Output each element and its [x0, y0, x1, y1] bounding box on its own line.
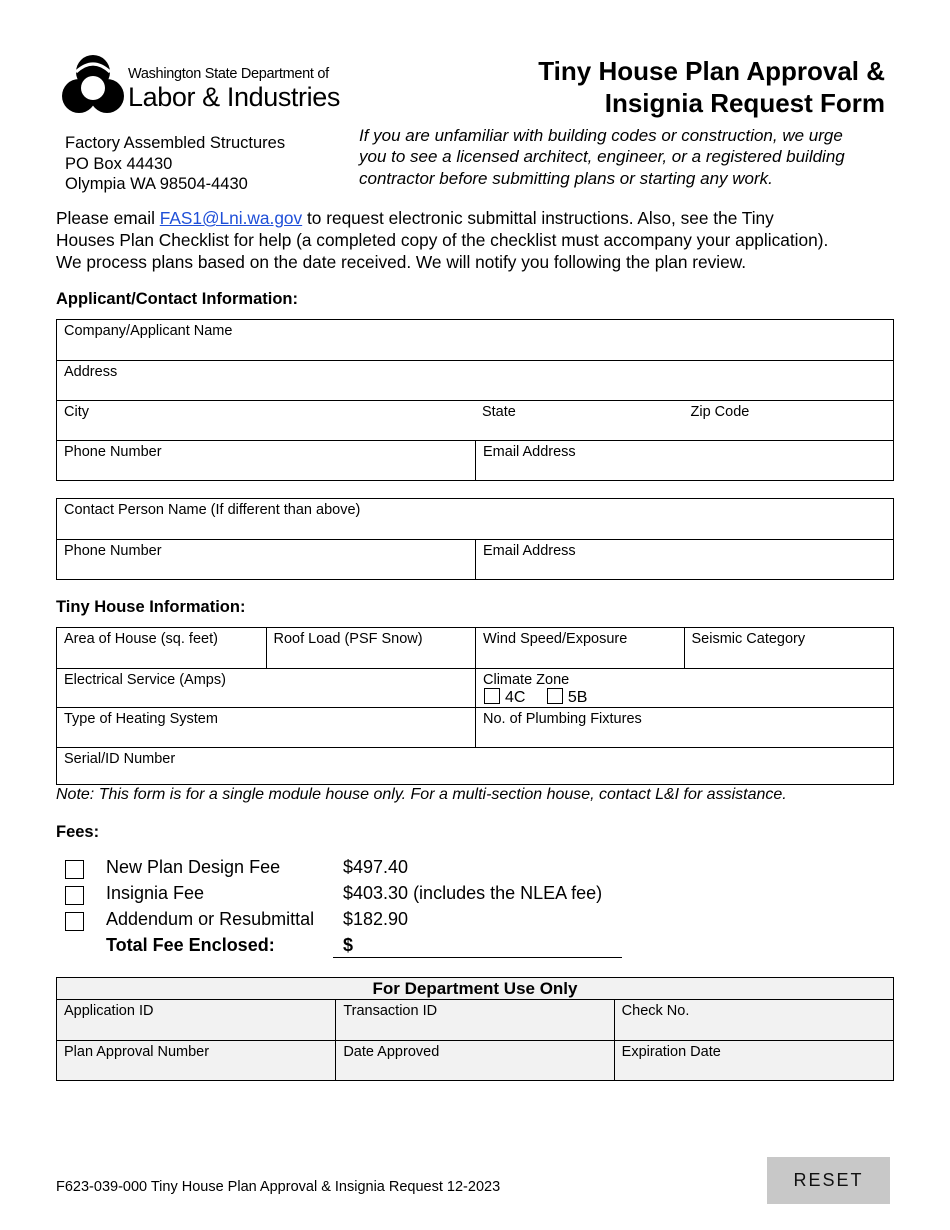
- wind-speed-label: Wind Speed/Exposure: [483, 631, 628, 647]
- seismic-cell: [684, 628, 894, 668]
- seismic-field[interactable]: [692, 651, 888, 666]
- heating-label: Type of Heating System: [64, 711, 218, 727]
- contact-name-cell: [57, 499, 893, 539]
- form-title-line1: Tiny House Plan Approval &: [538, 56, 885, 86]
- company-name-label: Company/Applicant Name: [64, 323, 233, 339]
- serial-cell: [57, 748, 893, 784]
- email-field[interactable]: [483, 463, 887, 478]
- mailing-address-line2: PO Box 44430: [65, 155, 173, 173]
- electrical-label: Electrical Service (Amps): [64, 672, 226, 688]
- climate-5b-label: 5B: [567, 689, 588, 706]
- seismic-label: Seismic Category: [691, 631, 806, 647]
- contact-name-field[interactable]: [64, 522, 887, 537]
- zip-label: Zip Code: [690, 404, 750, 420]
- phone-label: Phone Number: [64, 444, 162, 460]
- wind-speed-cell: [475, 628, 684, 668]
- climate-4c-option[interactable]: [484, 688, 525, 707]
- serial-label: Serial/ID Number: [64, 751, 176, 767]
- transaction-id-label: Transaction ID: [343, 1003, 438, 1019]
- plan-approval-label: Plan Approval Number: [64, 1044, 210, 1060]
- email-label: Email Address: [483, 444, 576, 460]
- expiration-date-cell: [614, 1041, 893, 1080]
- intro-line1: [56, 208, 774, 229]
- mailing-address-line3: Olympia WA 98504-4430: [65, 175, 248, 193]
- date-approved-cell: [335, 1041, 613, 1080]
- wind-speed-field[interactable]: [483, 651, 678, 666]
- state-field[interactable]: [482, 423, 678, 438]
- total-fee-underline: [333, 957, 622, 958]
- climate-5b-option[interactable]: [547, 688, 588, 707]
- total-fee-field[interactable]: [352, 936, 618, 956]
- logo-text-agency: Labor & Industries: [128, 82, 340, 112]
- fee-amount: $182.90: [343, 909, 409, 929]
- climate-zone-label: Climate Zone: [483, 672, 570, 688]
- contact-name-label: Contact Person Name (If different than above): [64, 502, 361, 518]
- area-label: Area of House (sq. feet): [64, 631, 218, 647]
- form-footer-id: F623-039-000 Tiny House Plan Approval & Insignia Request 12-2023: [56, 1179, 501, 1195]
- reset-button[interactable]: RESET: [767, 1157, 890, 1204]
- fee-amount: $497.40: [343, 857, 409, 877]
- lni-logo: [62, 52, 340, 120]
- email-link[interactable]: FAS1@Lni.wa.gov: [159, 208, 303, 228]
- company-name-field[interactable]: [64, 343, 887, 358]
- applicant-grid: [56, 319, 894, 481]
- company-name-cell: [57, 320, 893, 360]
- fee-insignia-checkbox[interactable]: [65, 886, 84, 905]
- phone-field[interactable]: [64, 463, 469, 478]
- area-field[interactable]: [64, 651, 260, 666]
- check-no-label: Check No.: [621, 1003, 690, 1019]
- electrical-field[interactable]: [64, 690, 469, 705]
- serial-field[interactable]: [64, 767, 887, 782]
- city-cell: [57, 401, 475, 440]
- fee-amount: $403.30 (includes the NLEA fee): [343, 883, 603, 903]
- fee-new-plan-checkbox[interactable]: [65, 860, 84, 879]
- contact-grid: [56, 498, 894, 580]
- climate-zone-options: [484, 688, 604, 707]
- roof-load-label: Roof Load (PSF Snow): [273, 631, 423, 647]
- logo-text-dept: Washington State Department of: [128, 66, 329, 82]
- application-id-label: Application ID: [64, 1003, 154, 1019]
- intro-text: Please email: [56, 208, 160, 228]
- check-no-cell: [614, 1000, 893, 1040]
- fee-label: New Plan Design Fee: [106, 857, 281, 877]
- climate-zone-cell: [475, 669, 893, 707]
- contact-email-cell: [475, 540, 893, 579]
- expiration-date-label: Expiration Date: [621, 1044, 721, 1060]
- warning-line3: contractor before submitting plans or starting any work.: [359, 169, 773, 188]
- heating-cell: [57, 708, 475, 747]
- applicant-heading: Applicant/Contact Information:: [56, 290, 298, 308]
- house-grid: [56, 627, 894, 785]
- contact-email-label: Email Address: [483, 543, 576, 559]
- climate-4c-checkbox[interactable]: [484, 688, 500, 704]
- intro-line3: We process plans based on the date received. We will notify you following the plan review.: [56, 252, 747, 272]
- state-label: State: [481, 404, 516, 420]
- total-fee-label: Total Fee Enclosed:: [106, 935, 275, 955]
- contact-phone-field[interactable]: [64, 562, 469, 577]
- module-note: Note: This form is for a single module house only. For a multi-section house, contact L&I for assistance.: [56, 786, 787, 803]
- city-field[interactable]: [64, 423, 469, 438]
- mailing-address-line1: Factory Assembled Structures: [65, 134, 286, 152]
- heating-field[interactable]: [64, 730, 469, 745]
- transaction-id-cell: [335, 1000, 613, 1040]
- fee-addendum-checkbox[interactable]: [65, 912, 84, 931]
- contact-email-field[interactable]: [483, 562, 887, 577]
- plan-approval-cell: [57, 1041, 335, 1080]
- city-label: City: [64, 404, 89, 420]
- contact-phone-label: Phone Number: [64, 543, 162, 559]
- roof-load-field[interactable]: [274, 651, 470, 666]
- intro-text: to request electronic submittal instructions. Also, see the Tiny: [302, 208, 774, 228]
- intro-line2: Houses Plan Checklist for help (a completed copy of the checklist must accompany your application).: [56, 230, 829, 250]
- warning-line2: you to see a licensed architect, engineer, or a registered building: [359, 147, 845, 166]
- plumbing-label: No. of Plumbing Fixtures: [483, 711, 642, 727]
- area-cell: [57, 628, 266, 668]
- climate-4c-label: 4C: [505, 689, 526, 706]
- climate-5b-checkbox[interactable]: [547, 688, 563, 704]
- plumbing-cell: [475, 708, 893, 747]
- roof-load-cell: [266, 628, 476, 668]
- email-cell: [475, 441, 893, 480]
- state-cell: [475, 401, 684, 440]
- phone-cell: [57, 441, 475, 480]
- address-label: Address: [64, 364, 118, 380]
- department-use-heading: For Department Use Only: [57, 978, 893, 1000]
- house-heading: Tiny House Information:: [56, 598, 246, 616]
- department-use-grid: [56, 977, 894, 1081]
- fees-heading: Fees:: [56, 823, 100, 841]
- warning-line1: If you are unfamiliar with building codes or construction, we urge: [359, 126, 843, 145]
- lni-emblem-icon: [62, 52, 124, 118]
- plumbing-field[interactable]: [483, 730, 887, 745]
- address-field[interactable]: [64, 383, 887, 398]
- zip-field[interactable]: [690, 423, 887, 438]
- contact-phone-cell: [57, 540, 475, 579]
- address-cell: [57, 361, 893, 400]
- total-fee-symbol: $: [343, 935, 354, 955]
- fee-label: Insignia Fee: [106, 883, 205, 903]
- electrical-cell: [57, 669, 475, 707]
- form-title-line2: Insignia Request Form: [604, 88, 885, 118]
- date-approved-label: Date Approved: [343, 1044, 440, 1060]
- zip-cell: [683, 401, 893, 440]
- application-id-cell: [57, 1000, 335, 1040]
- fee-label: Addendum or Resubmittal: [106, 909, 315, 929]
